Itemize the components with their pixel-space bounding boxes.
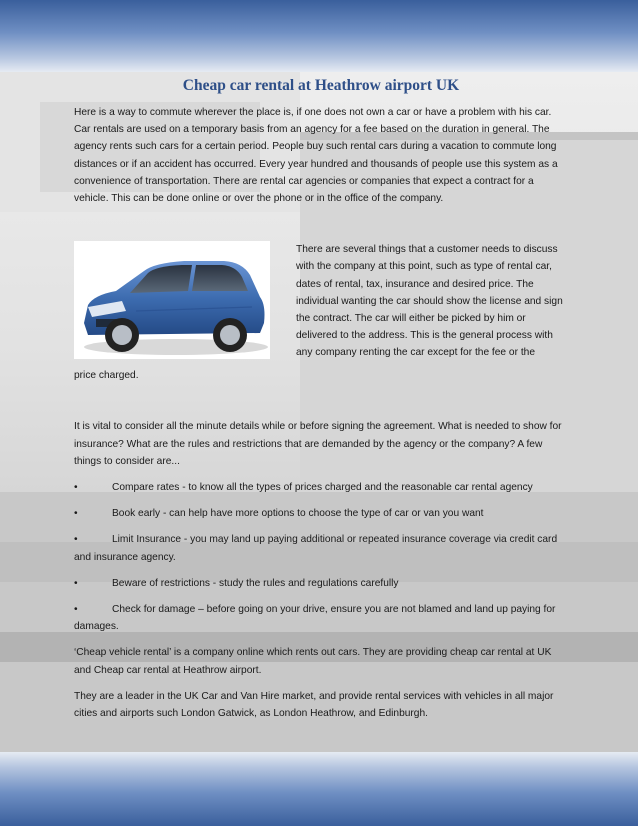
header-band <box>0 0 638 72</box>
list-item-text: Book early - can help have more options to choose the type of car or van you want <box>112 508 484 520</box>
page-title: Cheap car rental at Heathrow airport UK <box>182 77 460 94</box>
list-item <box>74 601 568 635</box>
details-paragraph: It is vital to consider all the minute details while or before signing the agreement. What is needed to show for insurance? What are the rules and restrictions that are demanded by the agency or the company? A few things to consider are... <box>74 421 562 467</box>
bullet-icon: • <box>74 534 78 546</box>
car-section <box>74 241 568 367</box>
bullet-icon: • <box>74 577 78 589</box>
car-paragraph-tail: price charged. <box>74 370 139 382</box>
list-item-text: Check for damage – before going on your drive, ensure you are not blamed and land up paying for damages. <box>74 604 556 633</box>
intro-paragraph: Here is a way to commute wherever the place is, if one does not own a car or have a problem with his car. Car rentals are used on a temporary basis from an agency for a fee based on the duration in general. The agency rents such cars for a certain period. People buy such rental cars during a vacation to commute long distances or if an accident has occurred. Every year hundred and thousands of people use this system as a convenience of transportation. There are rental car agencies or companies that expect a contract for a vehicle. This can be done online or over the phone or in the office of the company. <box>74 107 558 205</box>
bullet-icon: • <box>74 508 78 520</box>
list-item <box>74 505 568 522</box>
leader-paragraph: They are a leader in the UK Car and Van Hire market, and provide rental services with vehicles in all major cities and airports such London Gatwick, as London Heathrow, and Edinburgh. <box>74 690 554 720</box>
list-item <box>74 531 568 565</box>
bullet-icon: • <box>74 482 78 494</box>
car-side-paragraph: There are several things that a customer needs to discuss with the company at this point, such as type of rental car, dates of rental, tax, insurance and desired price. The individual wanting the car should show the license and sign the contract. The car will either be picked by him or delivered to the address. This is the general process with any company renting the car except for the fee or the <box>296 244 563 359</box>
blue-hatchback-car-image <box>74 241 270 359</box>
list-item-text: Compare rates - to know all the types of prices charged and the reasonable car rental agency <box>112 482 533 494</box>
company-paragraph: ‘Cheap vehicle rental’ is a company online which rents out cars. They are providing cheap car rental at UK and Cheap car rental at Heathrow airport. <box>74 647 552 676</box>
list-item <box>74 479 568 496</box>
list-item-text: Beware of restrictions - study the rules and regulations carefully <box>112 577 399 589</box>
bullet-icon: • <box>74 604 78 616</box>
list-item <box>74 575 568 592</box>
document-body <box>74 72 568 731</box>
footer-band <box>0 752 638 826</box>
list-item-text: Limit Insurance - you may land up paying additional or repeated insurance coverage via credit card and insurance agency. <box>74 534 558 563</box>
